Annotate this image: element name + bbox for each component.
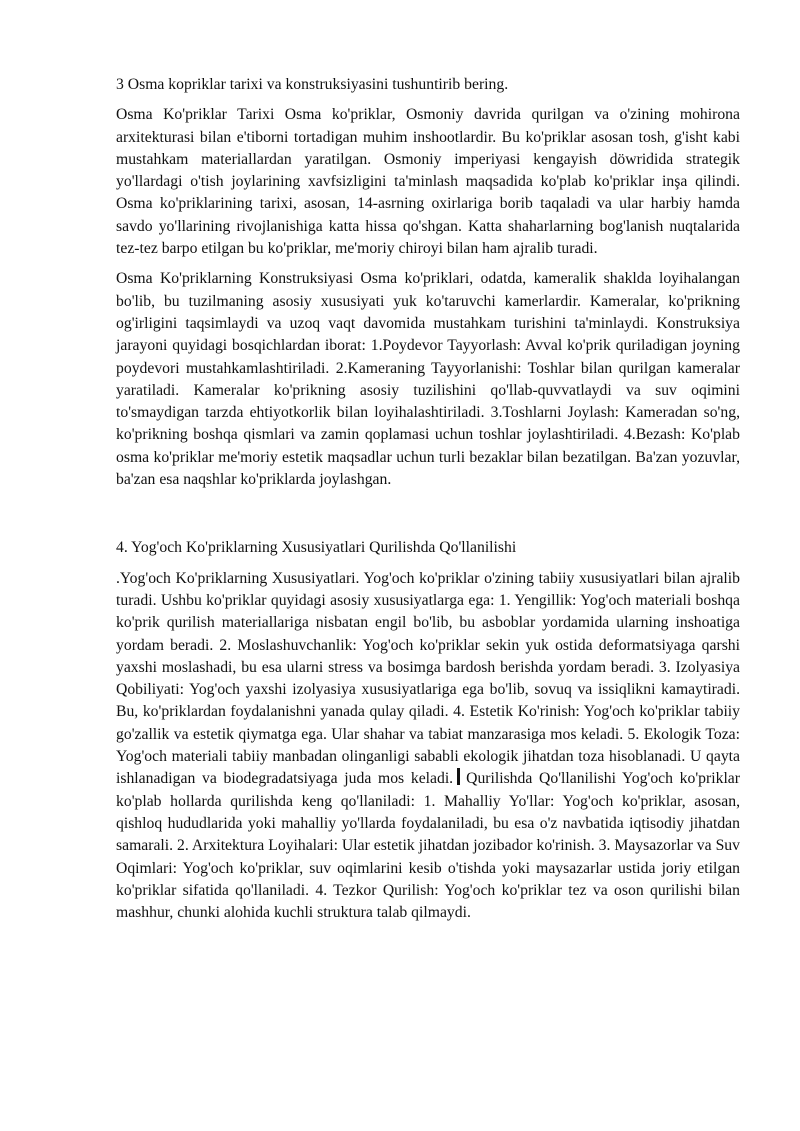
section-spacer: [116, 499, 740, 537]
section-4-properties-text: .Yog'och Ko'priklarning Xususiyatlari. Yog'och ko'priklar o'zining tabiiy xususiyatlari bilan ajralib turadi. Ushbu ko'priklar quyidagi asosiy xususiyatlarga ega: 1. Yengillik: Yog'och materiali boshqa ko'prik qurilish materiallariga nisbatan engil bo'lib, bu asboblar yordamida ularning inshoatiga yordam beradi. 2. Moslashuvchanlik: Yog'och ko'priklar sekin yuk ostida deformatsiyaga qarshi yaxshi moslashadi, bu esa ularni stress va bosimga bardosh berishda yordam beradi. 3. Izolyasiya Qobiliyati: Yog'och yaxshi izolyasiya xususiyatlariga ega bo'lib, sovuq va issiqlikni kamaytiradi. Bu, ko'priklardan foydalanishni yanada qulay qiladi. 4. Estetik Ko'rinish: Yog'och ko'priklar tabiiy go'zallik va estetik qiymatga ega. Ular shahar va tabiat manzarasiga mos keladi. 5. Ekologik Toza: Yog'och materiali tabiiy manbadan olinganligi sababli ekologik jihatdan toza hisoblanadi. U qayta ishlanadigan va biodegradatsiyaga juda mos keladi.: [116, 569, 740, 788]
section-4-paragraph: [116, 568, 740, 925]
section-4-usage-text: Qurilishda Qo'llanilishi Yog'och ko'priklar ko'plab hollarda qurilishda keng qo'llaniladi: 1. Mahalliy Yo'llar: Yog'och ko'priklar, asosan, qishloq hududlarida yoki mahalliy yo'llarda foydalaniladi, bu esa o'z navbatida iqtisodiy jihatdan samarali. 2. Arxitektura Loyihalari: Ular estetik jihatdan jozibador ko'rinish. 3. Maysazorlar va Suv Oqimlari: Yog'och ko'priklar, suv oqimlarini kesib o'tishda yoki maysazarlar ustida joriy etilgan ko'priklar sifatida qo'llaniladi. 4. Tezkor Qurilish: Yog'och ko'priklar tez va oson qurilishi bilan mashhur, chunki alohida kuchli struktura talab qilmaydi.: [116, 770, 740, 922]
section-3-history-paragraph: Osma Ko'priklar Tarixi Osma ko'priklar, Osmoniy davrida qurilgan va o'zining mohirona arxitekturasi bilan e'tiborni tortadigan muhim inshootlardir. Bu ko'priklar asosan tosh, g'isht kabi mustahkam materiallardan yaratilgan. Osmoniy imperiyasi kengayish döwridida strategik yo'llardagi o'tish joylarining xavfsizligini ta'minlash maqsadida ko'plab ko'priklar inşa qilindi. Osma ko'priklarining tarixi, asosan, 14-asrning oxirlariga borib taqaladi va ular harbiy hamda savdo yo'llarining rivojlanishiga katta hissa qo'shgan. Katta shaharlarning bog'lanish nuqtalarida tez-tez barpo etilgan bu ko'priklar, me'moriy chiroyi bilan ham ajralib turadi.: [116, 106, 740, 258]
document-body: [116, 74, 740, 932]
section-4-heading: 4. Yog'och Ko'priklarning Xususiyatlari Qurilishda Qo'llanilishi: [116, 539, 517, 557]
section-3-heading: 3 Osma kopriklar tarixi va konstruksiyasini tushuntirib bering.: [116, 76, 509, 93]
section-3-construction-paragraph: Osma Ko'priklarning Konstruksiyasi Osma ko'priklari, odatda, kameralik shaklda loyihalangan bo'lib, bu tuzilmaning asosiy xususiyati yuk ko'taruvchi kamerlardir. Kameralar, ko'prikning og'irligini taqsimlaydi va uzoq vaqt davomida mustahkam turishini ta'minlaydi. Konstruksiya jarayoni quyidagi bosqichlardan iborat: 1.Poydevor Tayyorlash: Avval ko'prik quriladigan joyning poydevori mustahkamlashtiriladi. 2.Kameraning Tayyorlanishi: Toshlar bilan qurilgan kameralar yaratiladi. Kameralar ko'prikning asosiy tuzilishini qo'llab-quvvatlaydi va suv oqimini to'smaydigan tarzda ehtiyotkorlik bilan loyihalashtiriladi. 3.Toshlarni Joylash: Kameradan so'ng, ko'prikning boshqa qismlari va zamin qoplamasi uchun toshlar joylashtiriladi. 4.Bezash: Ko'plab osma ko'priklar me'moriy estetik maqsadlar uchun turli bezaklar bilan bezatilgan. Ba'zan yozuvlar, ba'zan esa naqshlar ko'priklarda joylashgan.: [116, 270, 740, 489]
text-cursor-icon: [457, 768, 460, 785]
